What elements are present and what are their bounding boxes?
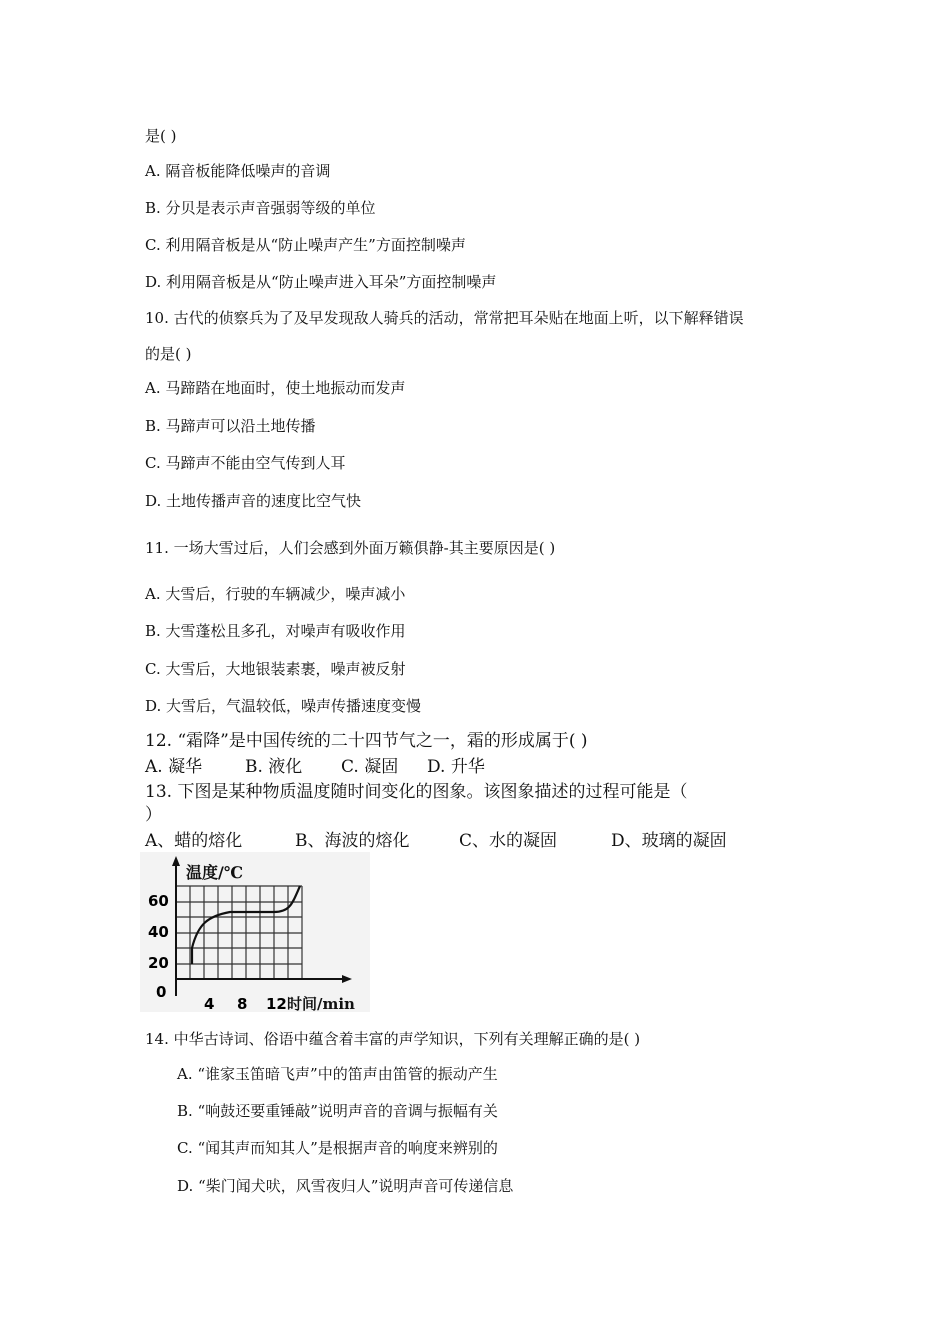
q13-option-b: B、海波的熔化 bbox=[295, 831, 410, 851]
q11-option-b: B. 大雪蓬松且多孔，对噪声有吸收作用 bbox=[145, 622, 406, 640]
q11-option-c: C. 大雪后，大地银装素裹，噪声被反射 bbox=[145, 660, 406, 678]
q11-stem: 11. 一场大雪过后，人们会感到外面万籁俱静-其主要原因是( ) bbox=[145, 539, 556, 557]
q11-option-d: D. 大雪后，气温较低，噪声传播速度变慢 bbox=[145, 697, 422, 715]
q10-stem-line1: 10. 古代的侦察兵为了及早发现敌人骑兵的活动，常常把耳朵贴在地面上听，以下解释错误 bbox=[145, 309, 744, 327]
q13-option-a: A、蜡的熔化 bbox=[145, 831, 243, 851]
q13-stem-line2: ） bbox=[145, 805, 162, 825]
q10-stem-line2: 的是( ) bbox=[145, 345, 192, 363]
q10-option-a: A. 马蹄踏在地面时，使土地振动而发声 bbox=[145, 379, 406, 397]
temperature-time-graph bbox=[140, 852, 370, 1012]
q9-option-a: A. 隔音板能降低噪声的音调 bbox=[145, 162, 331, 180]
q10-option-c: C. 马蹄声不能由空气传到人耳 bbox=[145, 454, 346, 472]
q13-options bbox=[145, 831, 727, 851]
q14-stem: 14. 中华古诗词、俗语中蕴含着丰富的声学知识，下列有关理解正确的是( ) bbox=[145, 1030, 641, 1048]
q14-option-c: C. “闻其声而知其人”是根据声音的响度来辨别的 bbox=[177, 1139, 498, 1157]
q13-option-d: D、玻璃的凝固 bbox=[611, 831, 727, 851]
q14-option-a: A. “谁家玉笛暗飞声”中的笛声由笛管的振动产生 bbox=[177, 1065, 498, 1083]
q13-stem-line1: 13. 下图是某种物质温度随时间变化的图象。该图象描述的过程可能是（ bbox=[145, 782, 688, 802]
q12-option-b: B. 液化 bbox=[245, 757, 303, 777]
y-tick-0: 0 bbox=[156, 983, 167, 1001]
q12-stem: 12. “霜降”是中国传统的二十四节气之一，霜的形成属于( ) bbox=[145, 731, 588, 751]
q14-option-d: D. “柴门闻犬吠，风雪夜归人”说明声音可传递信息 bbox=[177, 1177, 514, 1195]
q12-option-d: D. 升华 bbox=[427, 757, 485, 777]
y-tick-20: 20 bbox=[148, 954, 169, 972]
q12-options bbox=[145, 757, 485, 777]
graph-x-label: 时间/min bbox=[287, 995, 355, 1012]
q10-option-d: D. 土地传播声音的速度比空气快 bbox=[145, 492, 362, 510]
x-tick-8: 8 bbox=[237, 995, 248, 1012]
q14-option-b: B. “响鼓还要重锤敲”说明声音的音调与振幅有关 bbox=[177, 1102, 498, 1120]
q12-option-c: C. 凝固 bbox=[341, 757, 399, 777]
q12-option-a: A. 凝华 bbox=[145, 757, 203, 777]
x-tick-4: 4 bbox=[204, 995, 215, 1012]
graph-background bbox=[140, 852, 370, 1012]
graph-y-label: 温度/℃ bbox=[186, 863, 244, 882]
q9-option-c: C. 利用隔音板是从“防止噪声产生”方面控制噪声 bbox=[145, 236, 466, 254]
y-tick-40: 40 bbox=[148, 923, 169, 941]
q13-option-c: C、水的凝固 bbox=[459, 831, 558, 851]
q9-stem-end: 是( ) bbox=[145, 127, 177, 145]
x-tick-12: 12 bbox=[266, 995, 287, 1012]
q9-option-d: D. 利用隔音板是从“防止噪声进入耳朵”方面控制噪声 bbox=[145, 273, 497, 291]
q9-option-b: B. 分贝是表示声音强弱等级的单位 bbox=[145, 199, 376, 217]
q10-option-b: B. 马蹄声可以沿土地传播 bbox=[145, 417, 316, 435]
q11-option-a: A. 大雪后，行驶的车辆减少，噪声减小 bbox=[145, 585, 406, 603]
y-tick-60: 60 bbox=[148, 892, 169, 910]
